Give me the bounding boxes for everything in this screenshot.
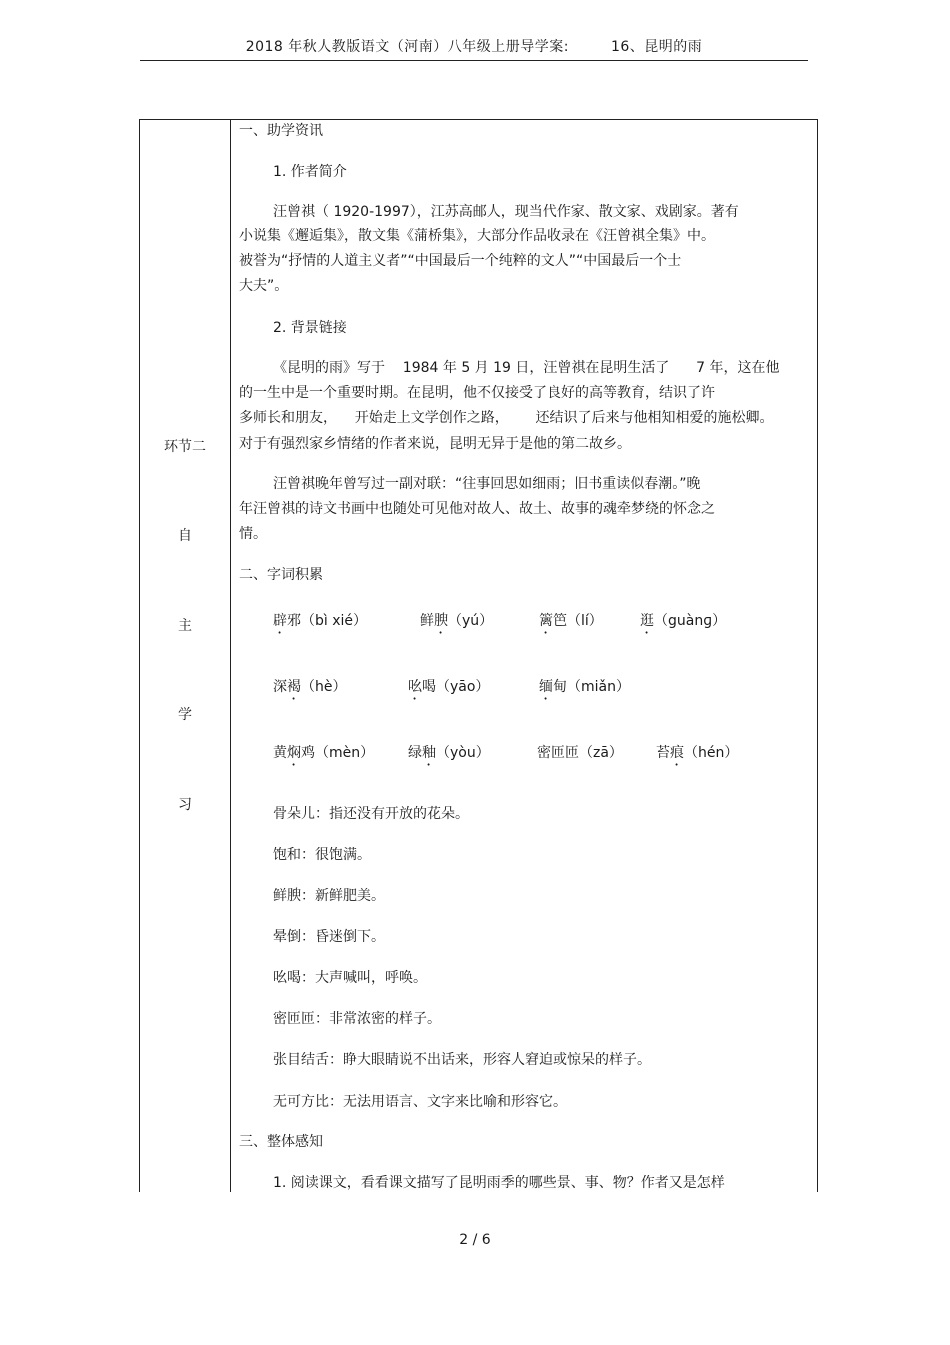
pinyin-entry: 辟邪（bì xié） [273,613,368,629]
pinyin-entry: 篱笆（lí） [539,613,603,629]
subsection-heading: 1. 作者简介 [273,164,347,180]
section-label: 环节二 [164,439,206,455]
pinyin-entry: 逛（guànɡ） [640,613,727,629]
section-heading: 二、字词积累 [239,567,323,583]
question-line: 1. 阅读课文，看看课文描写了昆明雨季的哪些景、事、物？作者又是怎样 [273,1175,725,1191]
definition-item: 无可方比：无法用语言、文字来比喻和形容它。 [273,1094,567,1110]
subsection-heading: 2. 背景链接 [273,320,347,336]
pinyin-entry: 鲜腴（yú） [420,613,494,629]
pinyin-entry: 吆喝（yāo） [408,679,490,695]
section-heading: 一、助学资讯 [239,123,323,139]
pinyin-entry: 缅甸（miǎn） [539,679,630,695]
section-char: 主 [178,618,192,634]
paragraph-line: 情。 [239,526,267,542]
study-table [139,119,818,1192]
pinyin-entry: 密匝匝（zā） [537,745,623,761]
section-char: 习 [178,797,192,813]
pinyin-entry: 黄焖鸡（mèn） [273,745,375,761]
section-char: 自 [178,528,192,544]
paragraph-line: 年汪曾祺的诗文书画中也随处可见他对故人、故土、故事的魂牵梦绕的怀念之 [239,501,715,517]
section-label-column [140,120,231,1192]
definition-item: 密匝匝：非常浓密的样子。 [273,1011,441,1027]
definition-item: 鲜腴：新鲜肥美。 [273,888,385,904]
definition-item: 骨朵儿：指还没有开放的花朵。 [273,806,469,822]
page-header [140,36,808,56]
header-title: 2018 年秋人教版语文（河南）八年级上册导学案: [245,39,569,55]
paragraph-line: 大夫”。 [239,278,289,294]
definition-item: 晕倒：昏迷倒下。 [273,929,385,945]
header-lesson: 16、昆明的雨 [610,39,703,55]
section-heading: 三、整体感知 [239,1134,323,1150]
definition-item: 饱和：很饱满。 [273,847,371,863]
section-char: 学 [178,707,192,723]
page-number: 2 / 6 [459,1232,491,1248]
header-rule [140,60,808,61]
paragraph-line: 汪曾祺晚年曾写过一副对联：“往事回思如细雨；旧书重读似春潮。”晚 [273,476,701,492]
paragraph-line: 对于有强烈家乡情绪的作者来说，昆明无异于是他的第二故乡。 [239,436,631,452]
definition-item: 吆喝：大声喊叫，呼唤。 [273,970,427,986]
pinyin-entry: 深褐（hè） [273,679,347,695]
paragraph-line: 《昆明的雨》写于 1984 年 5 月 19 日，汪曾祺在昆明生活了 7 年，这在他 [273,360,780,376]
paragraph-line: 汪曾祺（ 1920-1997），江苏高邮人，现当代作家、散文家、戏剧家。著有 [273,204,739,220]
pinyin-entry: 绿釉（yòu） [408,745,490,761]
paragraph-line: 小说集《邂逅集》，散文集《蒲桥集》，大部分作品收录在《汪曾祺全集》中。 [239,228,715,244]
pinyin-entry: 苔痕（hén） [656,745,739,761]
paragraph-line: 多师长和朋友， 开始走上文学创作之路， 还结识了后来与他相知相爱的施松卿。 [239,410,774,426]
definition-item: 张目结舌：睁大眼睛说不出话来，形容人窘迫或惊呆的样子。 [273,1052,651,1068]
paragraph-line: 的一生中是一个重要时期。在昆明，他不仅接受了良好的高等教育，结识了许 [239,385,715,401]
paragraph-line: 被誉为“抒情的人道主义者”“中国最后一个纯粹的文人”“中国最后一个士 [239,253,682,269]
